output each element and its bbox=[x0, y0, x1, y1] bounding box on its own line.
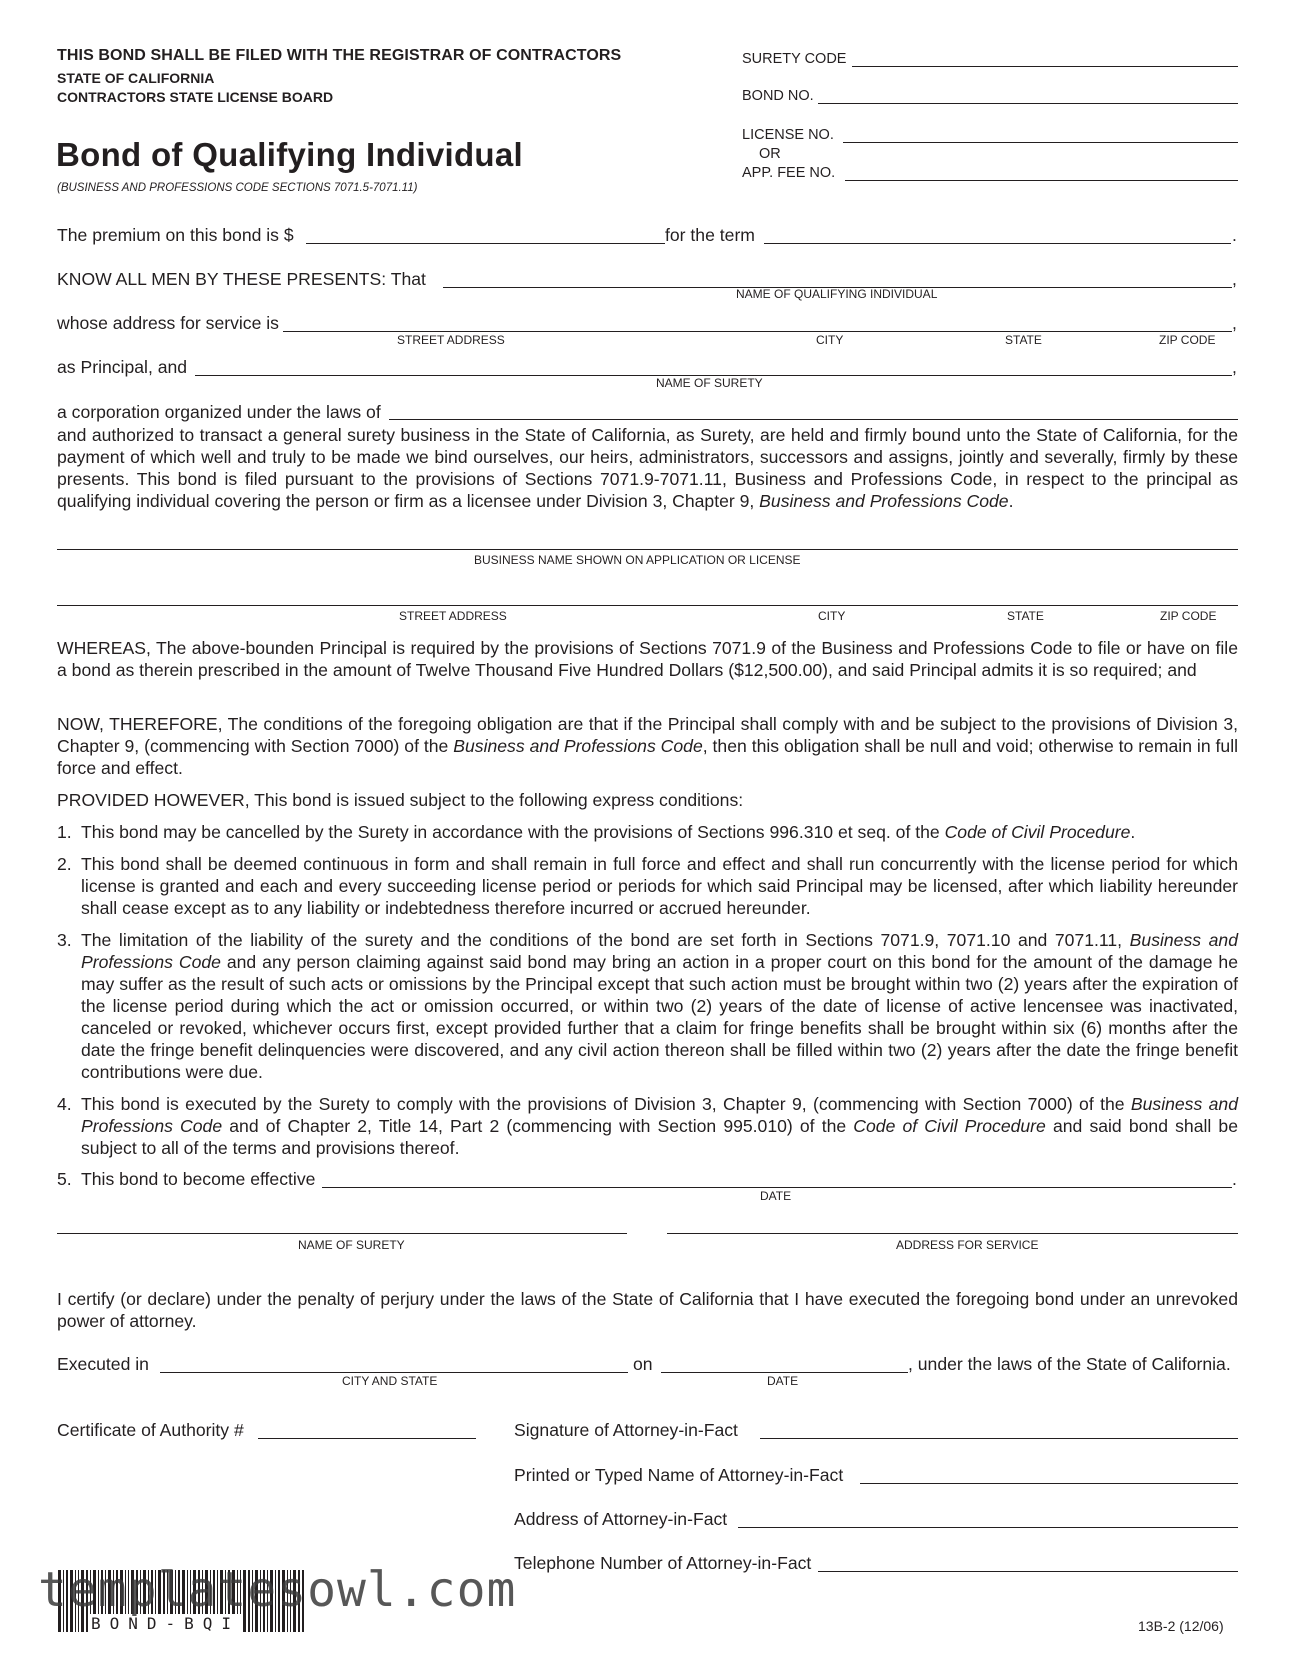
attorney-address-label: Address of Attorney-in-Fact bbox=[514, 1509, 728, 1529]
business-city-caption: CITY bbox=[818, 609, 846, 623]
provided-paragraph: PROVIDED HOWEVER, This bond is issued subject to the following express conditions: bbox=[57, 790, 744, 810]
attorney-signature-field[interactable] bbox=[760, 1438, 1238, 1439]
filing-notice: THIS BOND SHALL BE FILED WITH THE REGISTRAR OF CONTRACTORS bbox=[57, 47, 622, 64]
business-zip-caption: ZIP CODE bbox=[1160, 609, 1217, 623]
term-label: for the term bbox=[665, 225, 755, 245]
condition-5-end: . bbox=[1232, 1169, 1237, 1189]
bond-no-label: BOND NO. bbox=[742, 88, 814, 104]
executed-date-caption: DATE bbox=[767, 1374, 799, 1388]
know-all-label: KNOW ALL MEN BY THESE PRESENTS: That bbox=[57, 269, 426, 289]
premium-end: . bbox=[1232, 225, 1237, 245]
address-label: whose address for service is bbox=[57, 313, 279, 333]
premium-amount-field[interactable] bbox=[306, 243, 665, 244]
condition-3: 3. The limitation of the liability of the surety and the conditions of the bond are set forth in Sections 7071.9, 7071.10 and 7071.11, Business and Professions Code and any person claiming against said bond may bring an action in a proper court on this bond for the amount of the damage he may suffer as the result of such acts or omissions by the Principal except that such action must be brought within two (2) years after the expiration of the license period during which the act or omission occurred, or within two (2) years of the date of license of active lencensee was inactivated, canceled or revoked, whichever occurs first, except provided further that a claim for fringe benefits shall be brought within six (6) months after the date the fringe benefit delinquencies were discovered, and any civil action thereon shall be filled within two (2) years after the date the fringe benefit contributions were due. bbox=[57, 930, 1239, 1082]
form-code: 13B-2 (12/06) bbox=[1138, 1618, 1224, 1634]
bond-no-field[interactable] bbox=[818, 103, 1238, 104]
condition-1: 1. This bond may be cancelled by the Surety in accordance with the provisions of Sections 996.310 et seq. of the Code of Civil Procedure. bbox=[57, 822, 1136, 842]
certificate-authority-field[interactable] bbox=[258, 1438, 476, 1439]
executed-label: Executed in bbox=[57, 1354, 149, 1374]
condition-5-label: This bond to become effective bbox=[81, 1169, 316, 1189]
city-caption: CITY bbox=[816, 333, 844, 347]
whereas-paragraph: WHEREAS, The above-bounden Principal is required by the provisions of Sections 7071.9 of the Business and Professions Code to file or have on file a bond as therein prescribed in the amount of Twelve Thousand Five Hundred Dollars ($12,500.00), and said Principal admits it is so required; and bbox=[57, 638, 1238, 680]
or-label: OR bbox=[759, 146, 781, 162]
business-address-field[interactable] bbox=[57, 605, 1238, 606]
surety-name-sign-field[interactable] bbox=[57, 1233, 627, 1234]
principal-end: , bbox=[1232, 357, 1237, 377]
board-name: CONTRACTORS STATE LICENSE BOARD bbox=[57, 89, 334, 105]
corporation-laws-field[interactable] bbox=[389, 419, 1238, 420]
effective-date-caption: DATE bbox=[760, 1189, 792, 1203]
zip-caption: ZIP CODE bbox=[1159, 333, 1216, 347]
business-name-caption: BUSINESS NAME SHOWN ON APPLICATION OR LICENSE bbox=[474, 553, 801, 567]
state-caption: STATE bbox=[1005, 333, 1042, 347]
barcode-text: BOND-BQI bbox=[88, 1614, 243, 1633]
app-fee-no-label: APP. FEE NO. bbox=[742, 165, 836, 181]
executed-suffix: , under the laws of the State of California. bbox=[908, 1354, 1231, 1374]
service-address-field[interactable] bbox=[283, 331, 1232, 332]
business-street-caption: STREET ADDRESS bbox=[399, 609, 507, 623]
attorney-phone-label: Telephone Number of Attorney-in-Fact bbox=[514, 1553, 812, 1573]
certificate-authority-label: Certificate of Authority # bbox=[57, 1420, 244, 1440]
executed-on-label: on bbox=[633, 1354, 653, 1374]
executed-date-field[interactable] bbox=[661, 1372, 908, 1373]
attorney-phone-field[interactable] bbox=[818, 1571, 1238, 1572]
attorney-printed-name-field[interactable] bbox=[860, 1483, 1238, 1484]
know-all-end: , bbox=[1232, 269, 1237, 289]
principal-label: as Principal, and bbox=[57, 357, 188, 377]
sign-surety-name-caption: NAME OF SURETY bbox=[298, 1238, 405, 1252]
certify-paragraph: I certify (or declare) under the penalty of perjury under the laws of the State of California that I have executed the foregoing bond under an unrevoked power of attorney. bbox=[57, 1289, 1238, 1331]
business-name-field[interactable] bbox=[57, 549, 1238, 550]
street-caption: STREET ADDRESS bbox=[397, 333, 505, 347]
address-end: , bbox=[1232, 313, 1237, 333]
corporation-label: a corporation organized under the laws of bbox=[57, 402, 381, 422]
state-name: STATE OF CALIFORNIA bbox=[57, 70, 215, 86]
qualifying-individual-caption: NAME OF QUALIFYING INDIVIDUAL bbox=[736, 287, 938, 301]
bond-paragraph: and authorized to transact a general surety business in the State of California, as Surety, are held and firmly bound unto the State of California, for the payment of which well and truly to be made we bind ourselves, our heirs, administrators, successors and assigns, jointly and severally, firmly by these presents. This bond is filed pursuant to the provisions of Sections 7071.9-7071.11, Business and Professions Code, in respect to the principal as qualifying individual covering the person or firm as a licensee under Division 3, Chapter 9, Business and Professions Code. bbox=[57, 425, 1238, 511]
effective-date-field[interactable] bbox=[322, 1187, 1232, 1188]
attorney-address-field[interactable] bbox=[738, 1527, 1238, 1528]
condition-5-num: 5. bbox=[57, 1169, 72, 1189]
attorney-printed-name-label: Printed or Typed Name of Attorney-in-Fact bbox=[514, 1465, 844, 1485]
address-for-service-caption: ADDRESS FOR SERVICE bbox=[896, 1238, 1039, 1252]
watermark: templatesowl.com bbox=[38, 1562, 517, 1618]
page-subtitle: (BUSINESS AND PROFESSIONS CODE SECTIONS 7071.5-7071.11) bbox=[57, 182, 418, 194]
license-no-label: LICENSE NO. bbox=[742, 127, 834, 143]
city-and-state-caption: CITY AND STATE bbox=[342, 1374, 438, 1388]
condition-4: 4. This bond is executed by the Surety to comply with the provisions of Division 3, Chapter 9, (commencing with Section 7000) of the Business and Professions Code and of Chapter 2, Title 14, Part 2 (commencing with Section 995.010) of the Code of Civil Procedure and said bond shall be subject to all of the terms and provisions thereof. bbox=[57, 1094, 1238, 1158]
license-no-field[interactable] bbox=[843, 142, 1238, 143]
surety-name-caption: NAME OF SURETY bbox=[656, 376, 763, 390]
business-state-caption: STATE bbox=[1007, 609, 1044, 623]
app-fee-no-field[interactable] bbox=[845, 180, 1238, 181]
term-field[interactable] bbox=[764, 243, 1231, 244]
premium-label: The premium on this bond is $ bbox=[57, 225, 294, 245]
condition-2: 2. This bond shall be deemed continuous in form and shall remain in full force and effect and shall run concurrently with the license period for which license is granted and each and every succeeding license period or periods for which said Principal may be licensed, after which liability hereunder shall cease except as to any liability or indebtedness therefore incurred or accrued hereunder. bbox=[57, 854, 1238, 918]
executed-city-field[interactable] bbox=[160, 1372, 628, 1373]
page-title: Bond of Qualifying Individual bbox=[56, 136, 524, 173]
surety-code-label: SURETY CODE bbox=[742, 51, 847, 67]
address-for-service-field[interactable] bbox=[667, 1233, 1238, 1234]
attorney-signature-label: Signature of Attorney-in-Fact bbox=[514, 1420, 738, 1440]
surety-code-field[interactable] bbox=[852, 66, 1238, 67]
now-therefore-paragraph: NOW, THEREFORE, The conditions of the foregoing obligation are that if the Principal shall comply with and be subject to the provisions of Division 3, Chapter 9, (commencing with Section 7000) of the Business and Professions Code, then this obligation shall be null and void; otherwise to remain in full force and effect. bbox=[57, 714, 1239, 778]
